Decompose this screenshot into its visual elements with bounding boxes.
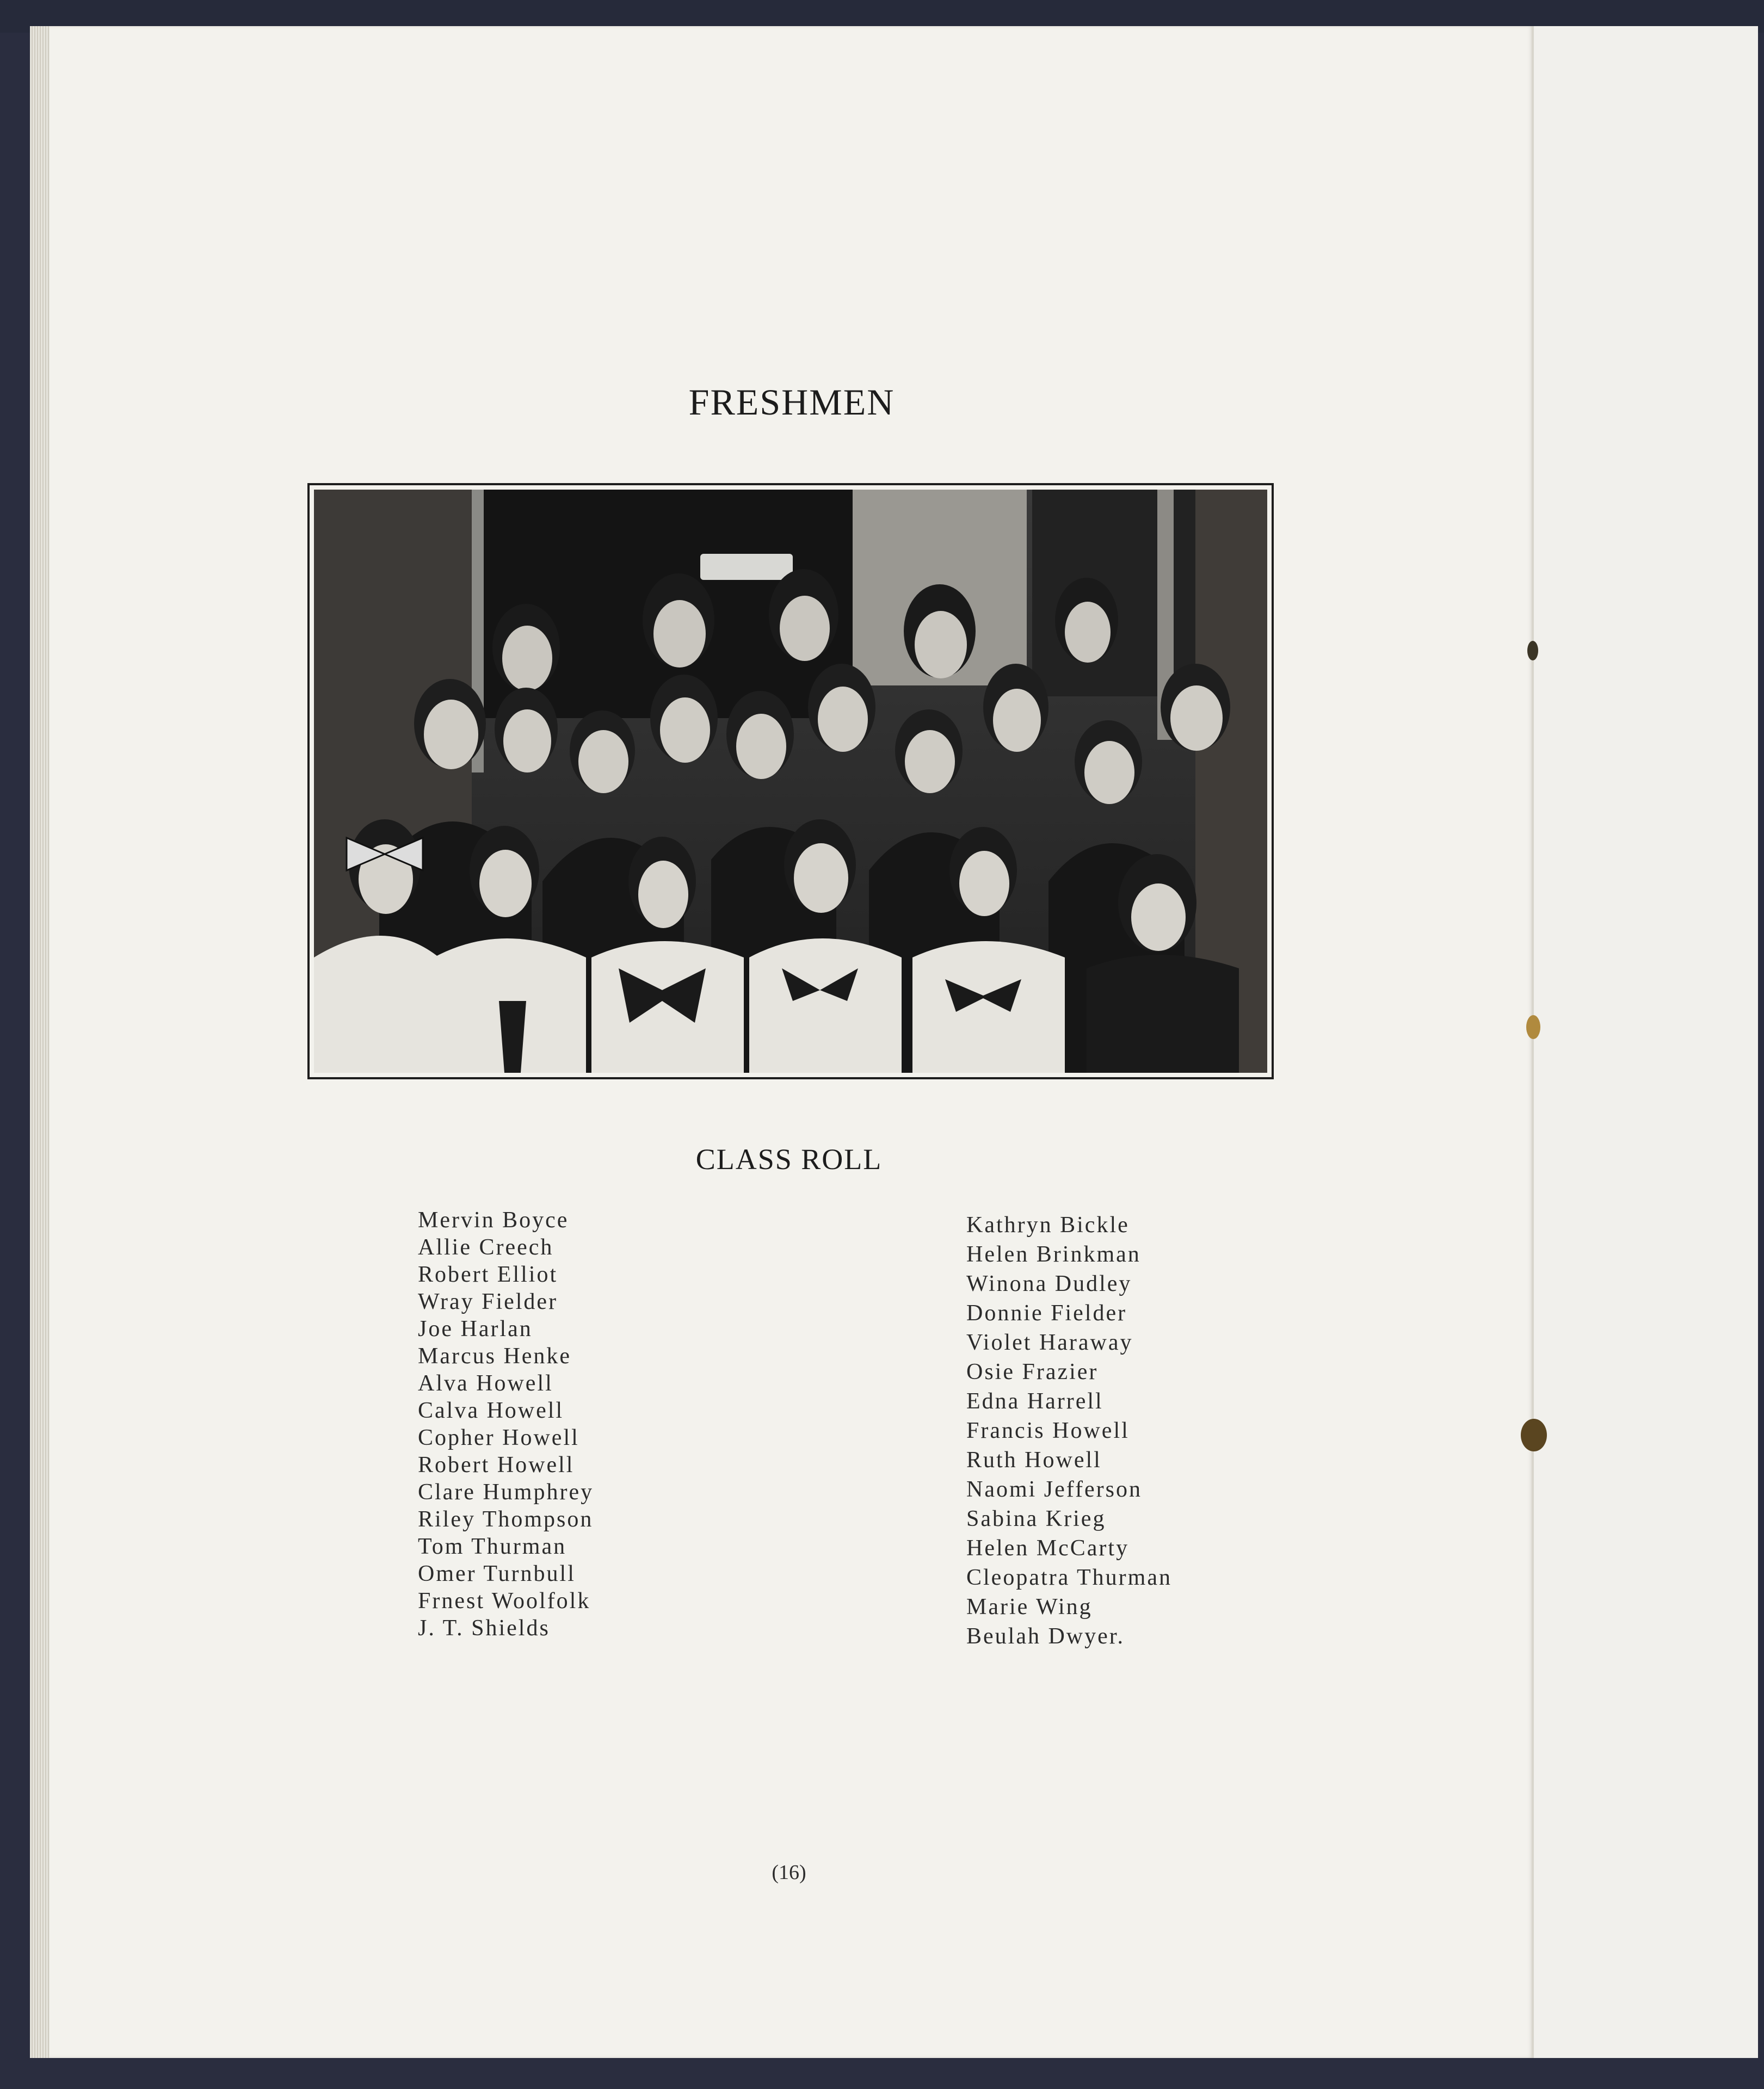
class-roll-name: Allie Creech bbox=[418, 1235, 554, 1260]
class-roll-heading: CLASS ROLL bbox=[695, 1143, 883, 1176]
class-roll-name: Calva Howell bbox=[418, 1398, 564, 1423]
class-photo bbox=[314, 490, 1267, 1073]
page-number: (16) bbox=[772, 1861, 806, 1884]
class-roll-name: Robert Elliot bbox=[418, 1262, 558, 1287]
class-roll-name: Mervin Boyce bbox=[418, 1208, 569, 1233]
class-roll-name: Frnest Woolfolk bbox=[418, 1589, 591, 1614]
class-roll-name: Robert Howell bbox=[418, 1453, 575, 1478]
class-roll-name: Clare Humphrey bbox=[418, 1480, 594, 1505]
class-roll-name: Sabina Krieg bbox=[966, 1506, 1106, 1531]
class-roll-name: Winona Dudley bbox=[966, 1271, 1132, 1296]
class-roll-name: J. T. Shields bbox=[418, 1616, 550, 1641]
class-roll-left-column bbox=[418, 1207, 594, 1642]
page-title: FRESHMEN bbox=[688, 381, 895, 423]
page-edge-stack bbox=[30, 26, 50, 2058]
class-photo-frame bbox=[307, 483, 1274, 1079]
class-roll-name: Violet Haraway bbox=[966, 1330, 1133, 1355]
class-roll-name: Joe Harlan bbox=[418, 1317, 533, 1342]
class-roll-name: Alva Howell bbox=[418, 1371, 553, 1396]
class-roll-name: Tom Thurman bbox=[418, 1534, 567, 1559]
class-roll-name: Riley Thompson bbox=[418, 1507, 594, 1532]
binding-staple bbox=[1521, 1419, 1547, 1451]
class-roll-name: Wray Fielder bbox=[418, 1289, 558, 1314]
class-roll-name: Donnie Fielder bbox=[966, 1301, 1127, 1326]
class-roll-name: Naomi Jefferson bbox=[966, 1477, 1142, 1502]
class-roll-name: Helen McCarty bbox=[966, 1536, 1130, 1561]
class-roll-name: Marcus Henke bbox=[418, 1344, 572, 1369]
class-roll-name: Helen Brinkman bbox=[966, 1242, 1141, 1267]
facing-page-edge bbox=[1532, 26, 1758, 2058]
class-photo-image bbox=[314, 490, 1267, 1073]
class-roll-right-column bbox=[966, 1210, 1172, 1651]
class-roll-name: Edna Harrell bbox=[966, 1389, 1103, 1414]
binding-staple bbox=[1527, 641, 1538, 660]
class-roll-name: Beulah Dwyer. bbox=[966, 1624, 1125, 1649]
class-roll-name: Marie Wing bbox=[966, 1594, 1093, 1620]
class-roll-name: Francis Howell bbox=[966, 1418, 1130, 1443]
class-roll-name: Cleopatra Thurman bbox=[966, 1565, 1172, 1590]
binding-staple bbox=[1526, 1015, 1540, 1039]
class-roll-name: Ruth Howell bbox=[966, 1448, 1102, 1473]
class-roll-name: Osie Frazier bbox=[966, 1359, 1099, 1385]
class-roll-name: Copher Howell bbox=[418, 1425, 579, 1450]
class-roll-name: Kathryn Bickle bbox=[966, 1213, 1130, 1238]
class-roll-name: Omer Turnbull bbox=[418, 1561, 576, 1586]
